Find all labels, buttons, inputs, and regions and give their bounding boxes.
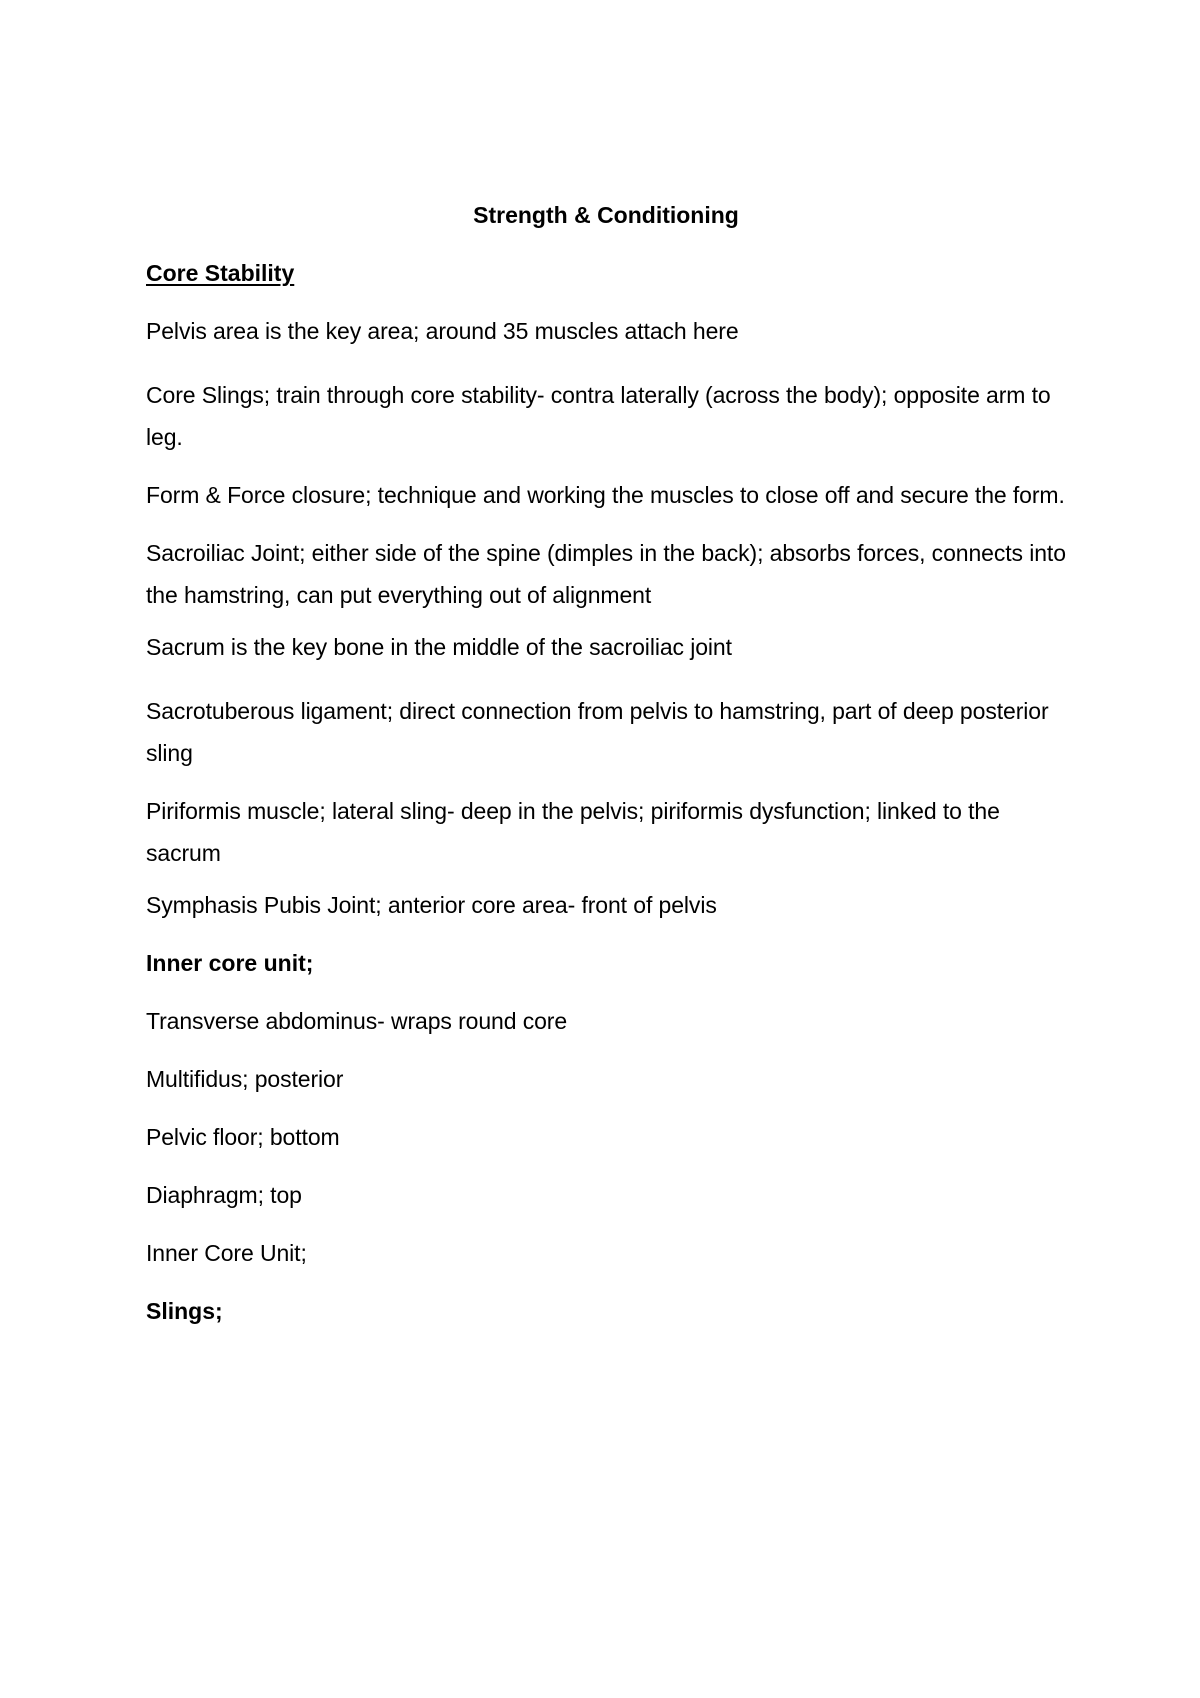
paragraph: Core Slings; train through core stability- contra laterally (across the body); opposite arm to leg. xyxy=(146,382,1051,450)
paragraph: Sacroiliac Joint; either side of the spine (dimples in the back); absorbs forces, connects into the hamstring, can put everything out of alignment xyxy=(146,540,1066,608)
paragraph: Sacrotuberous ligament; direct connection from pelvis to hamstring, part of deep posterior sling xyxy=(146,698,1049,766)
document-body xyxy=(146,200,1066,1354)
document-title: Strength & Conditioning xyxy=(473,202,739,228)
paragraph: Inner Core Unit; xyxy=(146,1240,307,1266)
paragraph: Pelvis area is the key area; around 35 muscles attach here xyxy=(146,318,739,344)
paragraph: Pelvic floor; bottom xyxy=(146,1124,340,1150)
paragraph: Piriformis muscle; lateral sling- deep in the pelvis; piriformis dysfunction; linked to the sacrum xyxy=(146,798,1000,866)
section-heading-inner-core-unit: Inner core unit; xyxy=(146,950,314,976)
paragraph: Sacrum is the key bone in the middle of the sacroiliac joint xyxy=(146,634,732,660)
section-heading-slings: Slings; xyxy=(146,1298,223,1324)
paragraph: Multifidus; posterior xyxy=(146,1066,344,1092)
paragraph: Form & Force closure; technique and working the muscles to close off and secure the form. xyxy=(146,482,1065,508)
section-heading-core-stability: Core Stability xyxy=(146,260,295,286)
paragraph: Diaphragm; top xyxy=(146,1182,302,1208)
paragraph: Symphasis Pubis Joint; anterior core area- front of pelvis xyxy=(146,892,717,918)
paragraph: Transverse abdominus- wraps round core xyxy=(146,1008,568,1034)
